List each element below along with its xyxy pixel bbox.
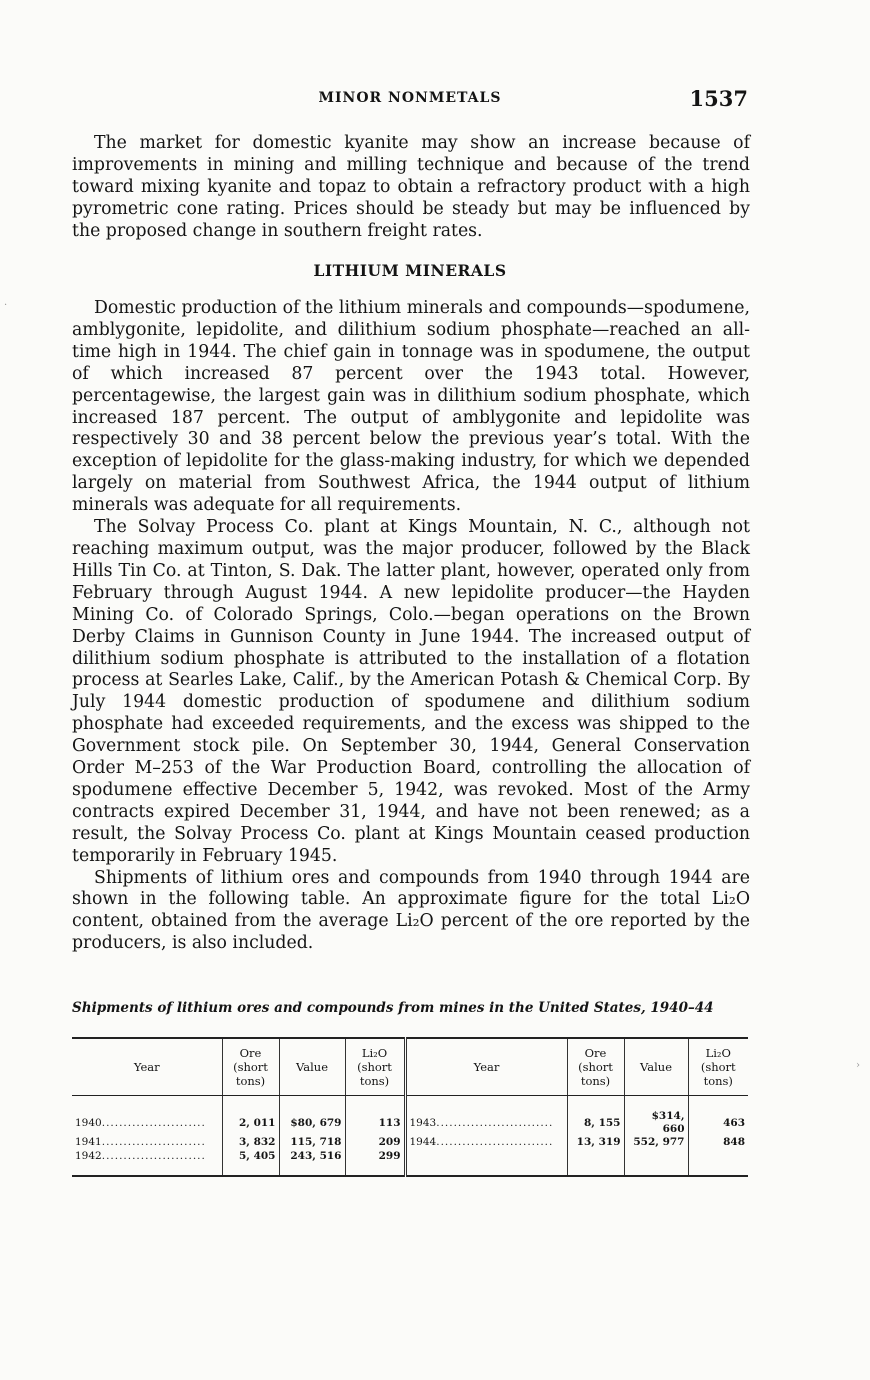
year-cell: 1942........................ bbox=[72, 1149, 222, 1176]
year-cell: 1941........................ bbox=[75, 1136, 206, 1148]
year-cell bbox=[405, 1149, 567, 1176]
ore-cell bbox=[567, 1149, 624, 1176]
header-li2o: Li₂O (short tons) bbox=[688, 1038, 748, 1096]
table-spacer-row bbox=[72, 1096, 748, 1111]
lithium-section-text bbox=[72, 298, 750, 955]
table-caption: Shipments of lithium ores and compounds from mines in the United States, 1940–44 bbox=[72, 1000, 714, 1016]
ore-cell: 2, 011 bbox=[222, 1110, 279, 1136]
header-ore: Ore (short tons) bbox=[222, 1038, 279, 1096]
li2o-cell: 463 bbox=[688, 1110, 748, 1136]
year-label: 1942 bbox=[75, 1149, 102, 1162]
table-row bbox=[72, 1110, 748, 1136]
paragraph: The Solvay Process Co. plant at Kings Mountain, N. C., although not reaching maximum output, was the major producer, followed by the Black Hills Tin Co. at Tinton, S. Dak. The latter plant, however, operated only from February through August 1944. A new lepidolite producer—the Hayden Mining Co. of Colorado Springs, Colo.—began operations on the Brown Derby Claims in Gunnison County in June 1944. The increased output of dilithium sodium phosphate is attributed to the installation of a flotation process at Searles Lake, Calif., by the American Potash & Chemical Corp. By July 1944 domestic production of spodumene and dilithium sodium phosphate had exceeded requirements, and the excess was shipped to the Government stock pile. On September 30, 1944, General Conservation Order M–253 of the War Production Board, controlling the allocation of spodumene effective December 5, 1942, was revoked. Most of the Army contracts expired December 31, 1944, and have not been renewed; as a result, the Solvay Process Co. plant at Kings Mountain ceased production temporarily in February 1945. bbox=[72, 517, 750, 866]
value-cell: 243, 516 bbox=[279, 1149, 345, 1176]
shipments-table bbox=[72, 1037, 748, 1177]
table-row bbox=[72, 1149, 748, 1176]
header-ore: Ore (short tons) bbox=[567, 1038, 624, 1096]
value-cell: 552, 977 bbox=[624, 1136, 688, 1149]
value-cell: $80, 679 bbox=[279, 1110, 345, 1136]
header-year: Year bbox=[72, 1038, 222, 1096]
kyanite-outlook-text bbox=[72, 133, 750, 243]
value-cell: $314, 660 bbox=[624, 1110, 688, 1136]
table-header-row bbox=[72, 1038, 748, 1096]
year-cell: 1943........................... bbox=[405, 1110, 567, 1136]
year-label: 1943 bbox=[409, 1116, 437, 1129]
ore-cell: 3, 832 bbox=[222, 1136, 279, 1149]
paragraph: Domestic production of the lithium minerals and compounds—spodumene, amblygonite, lepidolite, and dilithium sodium phosphate—reached an all-time high in 1944. The chief gain in tonnage was in spodumene, the output of which increased 87 percent over the 1943 total. However, percentagewise, the largest gain was in dilithium sodium phosphate, which increased 187 percent. The output of amblygonite and lepidolite was respectively 30 and 38 percent below the previous year’s total. With the exception of lepidolite for the glass-making industry, for which we depended largely on material from Southwest Africa, the 1944 output of lithium minerals was adequate for all requirements. bbox=[72, 298, 750, 516]
page-number: 1537 bbox=[689, 86, 748, 111]
running-head-title: MINOR NONMETALS bbox=[318, 90, 502, 106]
value-cell bbox=[624, 1149, 688, 1176]
header-year: Year bbox=[405, 1038, 567, 1096]
ore-cell: 8, 155 bbox=[567, 1110, 624, 1136]
running-head bbox=[72, 86, 748, 112]
value-cell: 115, 718 bbox=[279, 1136, 345, 1149]
scan-speck: › bbox=[856, 1060, 860, 1071]
year-label: 1940 bbox=[75, 1116, 102, 1129]
li2o-cell: 299 bbox=[345, 1149, 405, 1176]
ore-cell: 13, 319 bbox=[567, 1136, 624, 1149]
paragraph: The market for domestic kyanite may show an increase because of improvements in mining and milling technique and because of the trend toward mixing kyanite and topaz to obtain a refractory product with a high pyrometric cone rating. Prices should be steady but may be influenced by the proposed change in southern freight rates. bbox=[72, 133, 750, 241]
scan-speck: · bbox=[4, 300, 8, 311]
paragraph: Shipments of lithium ores and compounds from 1940 through 1944 are shown in the following table. An approximate figure for the total Li₂O content, obtained from the average Li₂O percent of the ore reported by the producers, is also included. bbox=[72, 867, 750, 954]
year-cell: 1944........................... bbox=[405, 1136, 567, 1149]
header-li2o: Li₂O (short tons) bbox=[345, 1038, 405, 1096]
year-cell: 1940........................ bbox=[75, 1116, 206, 1129]
year-label: 1941 bbox=[75, 1136, 102, 1148]
year-label: 1944 bbox=[409, 1136, 437, 1148]
section-heading: LITHIUM MINERALS bbox=[313, 261, 507, 280]
table-row bbox=[72, 1136, 748, 1149]
li2o-cell: 113 bbox=[345, 1110, 405, 1136]
li2o-cell bbox=[688, 1149, 748, 1176]
header-value: Value bbox=[279, 1038, 345, 1096]
ore-cell: 5, 405 bbox=[222, 1149, 279, 1176]
li2o-cell: 848 bbox=[688, 1136, 748, 1149]
li2o-cell: 209 bbox=[345, 1136, 405, 1149]
header-value: Value bbox=[624, 1038, 688, 1096]
